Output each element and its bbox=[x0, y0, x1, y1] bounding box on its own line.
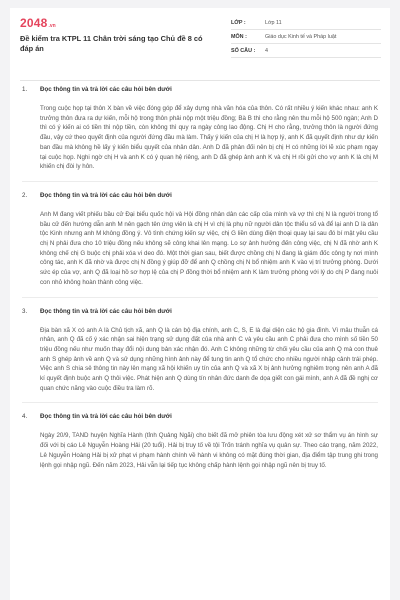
question-heading: Đọc thông tin và trả lời các câu hỏi bên dưới bbox=[40, 191, 172, 199]
logo-domain: .vn bbox=[48, 23, 56, 29]
question-number: 3. bbox=[22, 307, 28, 315]
question-number: 4. bbox=[22, 413, 28, 421]
question-text: Ngày 20/9, TAND huyện Nghĩa Hành (tỉnh Quảng Ngãi) cho biết đã mở phiên tòa lưu động xét xử sơ thẩm vụ án hình sự đối với bị cáo Lê Nguyễn Hoàng Hải (20 tuổi). Hải bị truy tố về tội Trốn tránh nghĩa vụ quân sự. Theo cáo trạng, năm 2022, Lê Nguyễn Hoàng Hải bị xử phạt vi phạm hành chính về hành vi không có mặt đúng thời gian, địa điểm tập trung ghi trong lệnh gọi nhập ngũ. Đến năm 2023, Hải vẫn lại tiếp tục không chấp hành lệnh gọi nhập ngũ nên bị truy tố. bbox=[40, 432, 378, 469]
question-heading: Đọc thông tin và trả lời các câu hỏi bên dưới bbox=[40, 86, 172, 93]
meta-label: MÔN : bbox=[231, 33, 247, 40]
meta-row-subject bbox=[231, 30, 381, 44]
question-text: Trong cuộc họp tại thôn X bàn về việc đóng góp để xây dựng nhà văn hóa của thôn. Có rất nhiều ý kiến khác nhau: anh K trưởng thôn đưa ra dự kiến, mỗi hộ trong thôn phải nộp một triệu đồng; Bà B thì cho rằng nên thu mỗi hộ 500 ngàn; Anh D thì có ý kiến ai có tiền thì nộp tiền, còn không thì quy ra ngày công lao động. Chị H cho rằng, trưởng thôn là người đứng đầu, vậy cứ theo quyết định của người đứng đầu mà làm. Thấy ý kiến của chị H là hợp lý, anh K đã quyết định như dự kiến ban đầu mà không hề lấy ý kiến biểu quyết của nhân dân. Anh D đã phản đối nên bị chị H có những lời lẽ xúc phạm ngay tại cuộc họp. Nghi ngờ chị H và anh K có ý quan hệ riêng, anh D đã ghép ảnh anh K và chị H rồi gửi cho vợ anh K là chị M khiến chị đòi ly hôn. bbox=[40, 105, 378, 171]
question-item bbox=[10, 86, 390, 172]
meta-label: SỐ CÂU : bbox=[231, 47, 256, 54]
meta-value: Lớp 11 bbox=[265, 19, 282, 26]
meta-label: LỚP : bbox=[231, 19, 246, 26]
question-heading: Đọc thông tin và trả lời các câu hỏi bên dưới bbox=[40, 413, 172, 421]
question-number: 1. bbox=[22, 86, 28, 93]
exam-meta bbox=[231, 16, 381, 58]
question-item bbox=[10, 308, 390, 394]
question-item bbox=[10, 413, 390, 470]
question-heading: Đọc thông tin và trả lời các câu hỏi bên dưới bbox=[40, 307, 172, 315]
meta-row-question-count bbox=[231, 44, 381, 58]
question-number: 2. bbox=[22, 191, 28, 199]
question-list bbox=[10, 86, 390, 470]
meta-value: 4 bbox=[265, 47, 268, 54]
question-divider bbox=[22, 402, 378, 403]
meta-row-class bbox=[231, 16, 381, 30]
exam-header bbox=[10, 8, 390, 66]
question-divider bbox=[22, 181, 378, 182]
exam-page bbox=[10, 8, 390, 600]
header-divider bbox=[20, 80, 380, 81]
question-text: Địa bàn xã X có anh A là Chủ tịch xã, anh Q là cán bộ địa chính, anh C, S, E là đại diện các hộ gia đình. Vì mâu thuẫn cá nhân, anh Q đã cố ý xác nhận sai hiện trạng sử dụng đất của nhà anh C và yêu cầu anh C phải đưa cho mình số tiền 50 triệu đồng nếu như muốn thay đổi nội dung bản xác nhận đó. Anh C không những từ chối yêu cầu của anh Q mà con thuê anh S ghép ảnh về anh Q và sử dụng những hình ảnh này để tung tin anh Q tổ chức cho nhiều người nhập cảnh trái phép. Việc anh S chia sẻ thông tin này lên mạng xã hội khiến uy tín của anh Q và xã X bị ảnh hưởng nghiêm trọng nên anh A đã kí quyết định buộc anh Q thôi việc. Phát hiện anh Q dùng tín nhân đức danh đe dọa giết con gái mình, anh A đã đề nghị cơ quan chức năng vào cuộc điều tra làm rõ. bbox=[40, 326, 378, 392]
logo-text: 2048 bbox=[20, 16, 48, 30]
question-divider bbox=[22, 297, 378, 298]
question-text: Anh M đang viết phiếu bầu cử Đại biểu quốc hội và Hội đồng nhân dân các cấp của mình và vợ thì chị N là người trong tổ bầu cử đến hướng dẫn anh M nên gạch tên ứng viên là chị H vì chị là phụ nữ người dân tộc thiểu số và để lại anh D là dân tộc Kinh nhưng anh M không đồng ý. Vô tình chứng kiến sự việc, chị G liền dùng điện thoại quay lại sau đó bí mật yêu cầu chị N phải đưa cho 10 triệu đồng nếu không sẽ công khai lên mạng. Lo sợ ảnh hưởng đến công việc, chị N đã nhờ anh K không chế chị G buộc chị phải xóa vi deo đó. Một thời gian sau, biết được chồng chị N đang là giám đốc công ty nơi mình công tác, anh K đã nhờ và được chị N đồng ý giúp đỡ để anh Q chồng chị N bổ nhiệm anh K vào vị trí trưởng phòng. Dưới sức ép của vợ, anh Q đã loại hồ sơ hợp lệ của chị P đồng thời bổ nhiệm anh K làm trưởng phòng với lý do chị P đang nuôi con nhỏ không hoàn thành công việc. bbox=[40, 210, 378, 286]
exam-title: Đề kiểm tra KTPL 11 Chân trời sáng tạo Chủ đề 8 có đáp án bbox=[20, 34, 203, 53]
meta-value: Giáo dục Kinh tế và Pháp luật bbox=[265, 33, 337, 40]
question-item bbox=[10, 192, 390, 288]
